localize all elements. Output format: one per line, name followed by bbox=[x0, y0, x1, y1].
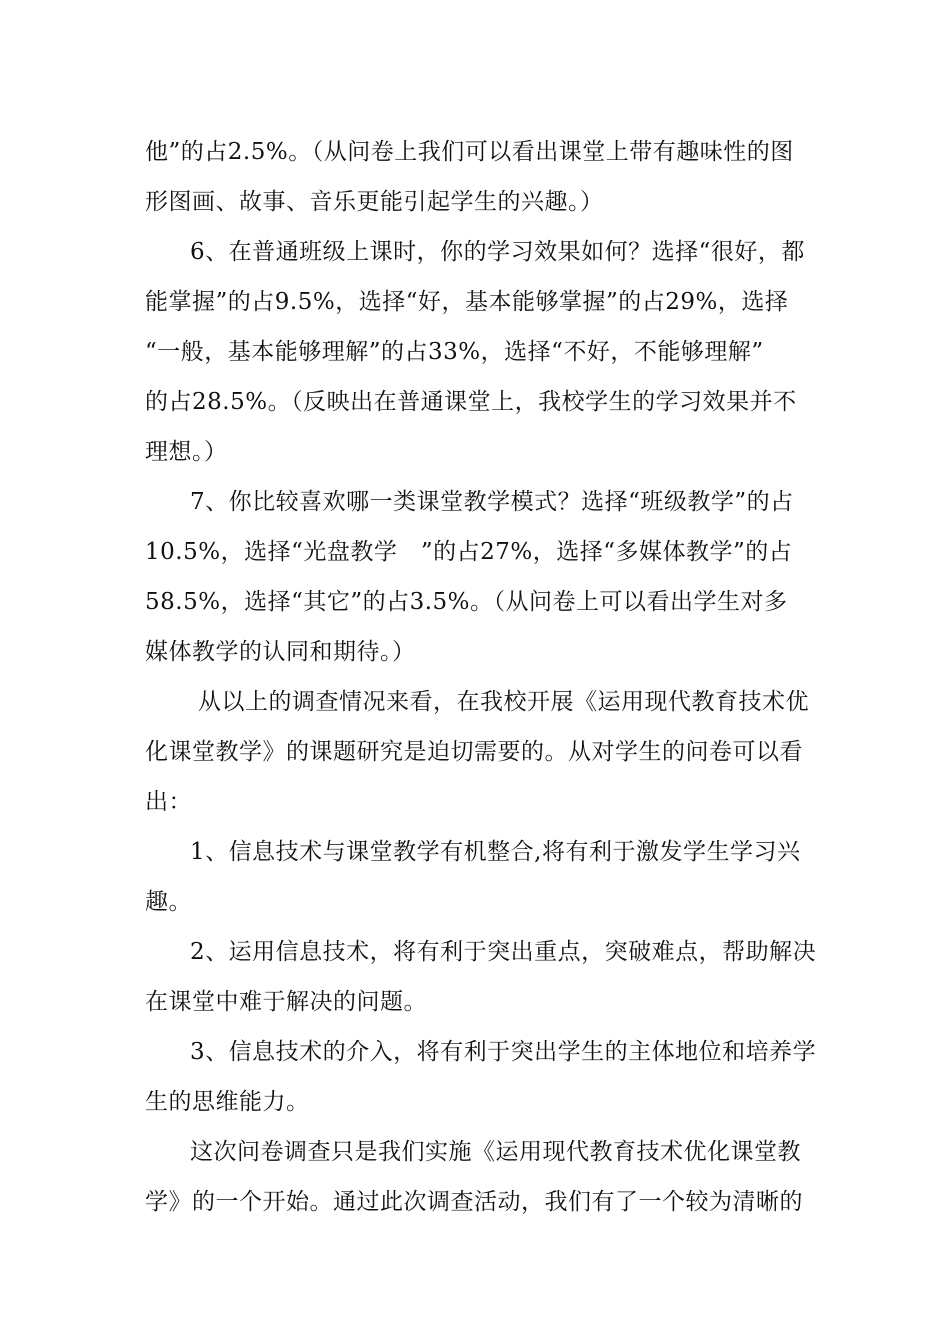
text-line: 的占28.5%。（反映出在普通课堂上，我校学生的学习效果并不 bbox=[145, 389, 797, 415]
paragraph-point1-line: 1、信息技术与课堂教学有机整合,将有利于激发学生学习兴 bbox=[190, 839, 801, 865]
text-line: 学》的一个开始。通过此次调查活动，我们有了一个较为清晰的 bbox=[145, 1189, 803, 1215]
paragraph-q7-line: 7、你比较喜欢哪一类课堂教学模式？选择“班级教学”的占 bbox=[190, 489, 794, 515]
text-line: 出： bbox=[145, 789, 192, 815]
text-line: 媒体教学的认同和期待。） bbox=[145, 639, 416, 665]
text-line: “一般，基本能够理解”的占33%，选择“不好，不能够理解” bbox=[145, 339, 764, 365]
text-line: 58.5%，选择“其它”的占3.5%。（从问卷上可以看出学生对多 bbox=[145, 589, 788, 615]
paragraph-q6-line: 6、在普通班级上课时，你的学习效果如何？选择“很好，都 bbox=[190, 239, 805, 265]
paragraph-summary-line: 从以上的调查情况来看，在我校开展《运用现代教育技术优 bbox=[198, 689, 809, 715]
text-line: 形图画、故事、音乐更能引起学生的兴趣。） bbox=[145, 189, 604, 215]
text-line: 他”的占2.5%。（从问卷上我们可以看出课堂上带有趣味性的图 bbox=[145, 139, 794, 165]
paragraph-point2-line: 2、运用信息技术，将有利于突出重点，突破难点，帮助解决 bbox=[190, 939, 817, 965]
text-line: 生的思维能力。 bbox=[145, 1089, 310, 1115]
text-line: 化课堂教学》的课题研究是迫切需要的。从对学生的问卷可以看 bbox=[145, 739, 803, 765]
text-line: 能掌握”的占9.5%，选择“好，基本能够掌握”的占29%，选择 bbox=[145, 289, 789, 315]
text-line: 10.5%，选择“光盘教学 ”的占27%，选择“多媒体教学”的占 bbox=[145, 539, 793, 565]
paragraph-conclusion-line: 这次问卷调查只是我们实施《运用现代教育技术优化课堂教 bbox=[190, 1139, 801, 1165]
text-line: 趣。 bbox=[145, 889, 192, 915]
paragraph-point3-line: 3、信息技术的介入，将有利于突出学生的主体地位和培养学 bbox=[190, 1039, 817, 1065]
text-line: 在课堂中难于解决的问题。 bbox=[145, 989, 427, 1015]
text-line: 理想。） bbox=[145, 439, 228, 465]
